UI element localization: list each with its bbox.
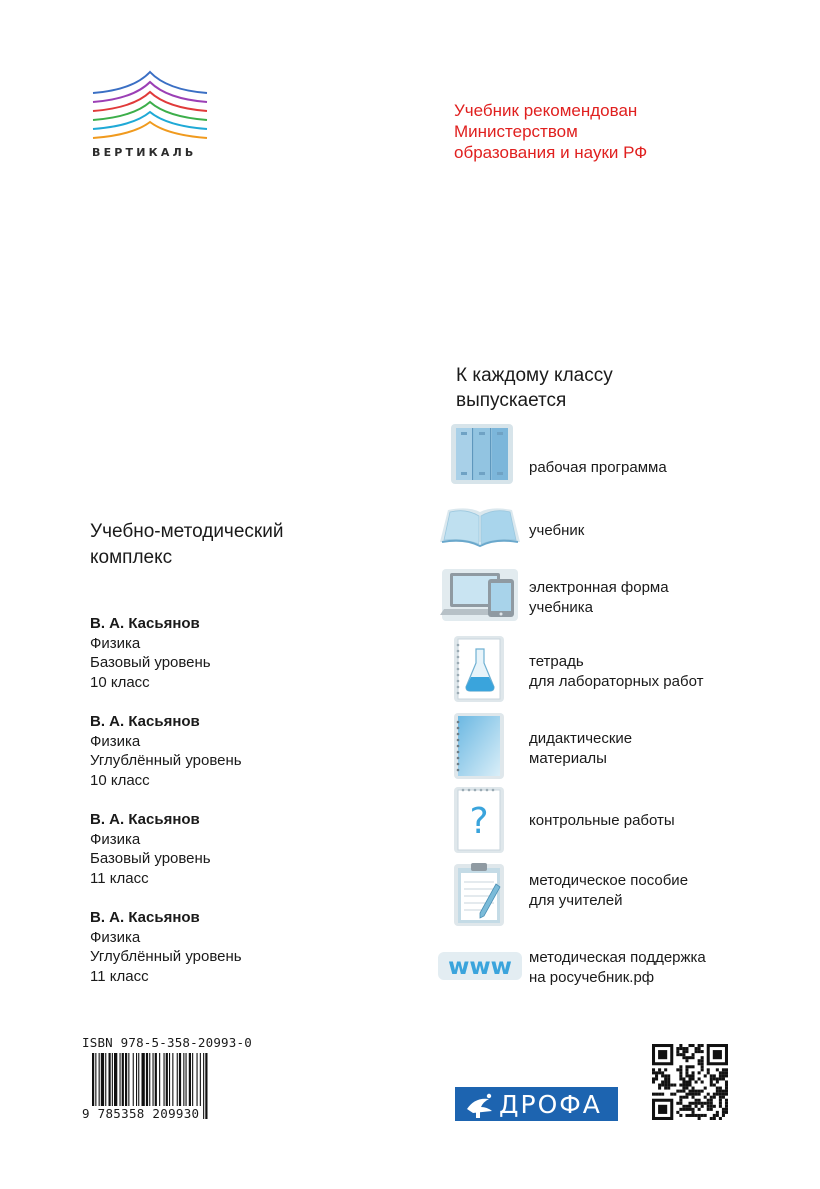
- book-level: Базовый уровень: [90, 654, 211, 672]
- book-grade: 11 класс: [90, 869, 149, 887]
- book-subject: Физика: [90, 928, 141, 946]
- isbn-barcode: [78, 1035, 258, 1125]
- book-level: Базовый уровень: [90, 850, 211, 868]
- www-icon: [438, 940, 522, 1008]
- barcode-digits: 9 785358 209930: [82, 1106, 200, 1121]
- component-label-line: для лабораторных работ: [529, 673, 704, 690]
- book-entry: [90, 712, 242, 790]
- book-subject: Физика: [90, 830, 141, 848]
- recommendation-note: [454, 100, 704, 163]
- component-label-line: контрольные работы: [529, 812, 675, 829]
- book-author: В. А. Касьянов: [90, 811, 200, 828]
- book-subject: Физика: [90, 732, 141, 750]
- book-level: Углублённый уровень: [90, 948, 242, 966]
- book-author: В. А. Касьянов: [90, 713, 200, 730]
- series-heading-line: выпускается: [456, 390, 567, 411]
- book-author: В. А. Касьянов: [90, 909, 200, 926]
- book-author: В. А. Касьянов: [90, 615, 200, 632]
- question-notebook-icon: [438, 786, 522, 854]
- component-label-line: на росучебник.рф: [529, 969, 655, 986]
- book-entry: [90, 614, 211, 692]
- logo-wordmark: ВЕРТИКАЛЬ: [92, 146, 197, 159]
- series-heading: [456, 363, 613, 413]
- devices-icon: [438, 565, 522, 633]
- book-grade: 10 класс: [90, 673, 150, 691]
- component-label-line: тетрадь: [529, 653, 584, 670]
- recommendation-line: Министерством: [454, 122, 578, 141]
- book-grade: 11 класс: [90, 967, 149, 985]
- publisher-logo: [455, 1087, 618, 1121]
- component-label: [529, 521, 584, 541]
- component-label-line: для учителей: [529, 892, 623, 909]
- series-heading-line: К каждому классу: [456, 365, 613, 386]
- component-label-line: методическая поддержка: [529, 949, 706, 966]
- vertical-logo-icon: [88, 66, 218, 142]
- component-label-line: методическое пособие: [529, 872, 689, 889]
- umk-heading: [90, 519, 283, 571]
- recommendation-line: Учебник рекомендован: [454, 101, 638, 120]
- book-entry: [90, 810, 211, 888]
- vertical-logo: [88, 66, 218, 166]
- lab-notebook-icon: [438, 635, 522, 703]
- publisher-emblem-icon: [459, 1087, 499, 1121]
- component-label: [529, 652, 703, 692]
- component-label-line: электронная форма: [529, 579, 669, 596]
- component-label: [529, 948, 706, 988]
- open-book-icon: [438, 498, 522, 566]
- component-label-line: учебник: [529, 522, 585, 539]
- www-label: www: [448, 954, 512, 980]
- component-label: [529, 729, 632, 769]
- component-label: [529, 578, 669, 618]
- component-label-line: рабочая программа: [529, 459, 667, 476]
- qr-code-icon: [652, 1044, 728, 1120]
- book-level: Углублённый уровень: [90, 752, 242, 770]
- component-label-line: учебника: [529, 599, 593, 616]
- binders-icon: [438, 420, 522, 488]
- component-label: [529, 811, 675, 831]
- publisher-name: ДРОФА: [499, 1090, 602, 1119]
- component-label-line: дидактические: [529, 730, 633, 747]
- svg-text:?: ?: [469, 801, 489, 842]
- notebook-icon: [438, 712, 522, 780]
- umk-heading-line: комплекс: [90, 547, 173, 568]
- recommendation-line: образования и науки РФ: [454, 143, 648, 162]
- isbn-label: ISBN 978-5-358-20993-0: [82, 1035, 252, 1050]
- clipboard-pen-icon: [438, 860, 522, 928]
- book-entry: [90, 908, 242, 986]
- component-label: [529, 458, 667, 478]
- umk-heading-line: Учебно-методический: [90, 521, 284, 542]
- book-grade: 10 класс: [90, 771, 150, 789]
- component-label: [529, 871, 688, 911]
- component-label-line: материалы: [529, 750, 607, 767]
- book-subject: Физика: [90, 634, 141, 652]
